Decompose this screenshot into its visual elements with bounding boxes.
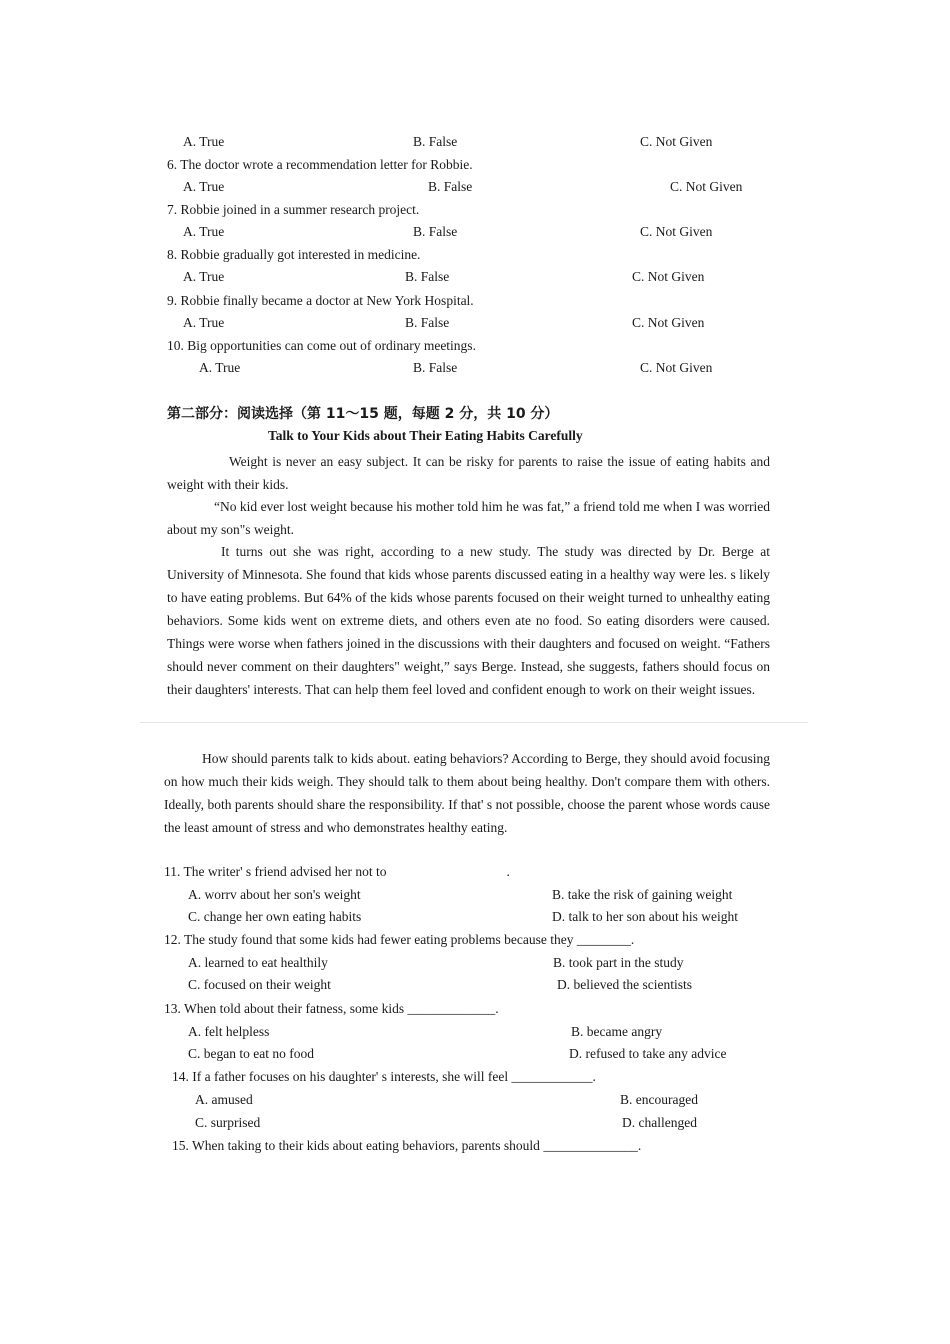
page-divider bbox=[140, 722, 808, 723]
q12-option-d: D. believed the scientists bbox=[557, 977, 692, 992]
q9-stem: 9. Robbie finally became a doctor at New York Hospital. bbox=[167, 293, 474, 308]
q9-option-a: A. True bbox=[183, 315, 225, 330]
q13-stem bbox=[164, 1000, 499, 1018]
q14-option-c: C. surprised bbox=[195, 1115, 261, 1130]
q5-option-c: C. Not Given bbox=[640, 134, 713, 149]
q13-blank: _____________. bbox=[407, 1001, 499, 1016]
q14-stem bbox=[172, 1068, 596, 1086]
q11-option-c: C. change her own eating habits bbox=[188, 909, 362, 924]
q15-blank: ______________. bbox=[543, 1138, 642, 1153]
passage-paragraph-1: Weight is never an easy subject. It can be risky for parents to raise the issue of eating habits and weight with their kids. bbox=[167, 454, 770, 492]
q12-blank: ________. bbox=[576, 932, 635, 947]
q12-option-a: A. learned to eat healthily bbox=[188, 955, 328, 970]
q15-stem bbox=[172, 1137, 641, 1155]
q5-option-a: A. True bbox=[183, 134, 225, 149]
q11-stem bbox=[164, 863, 510, 881]
passage-paragraph-3: It turns out she was right, according to a new study. The study was directed by Dr. Berge at University of Minnesota. She found that kids whose parents discussed eating in a healthy way were les. s likely to have eating problems. But 64% of the kids whose parents focused on their weight turned to unhealthy eating behaviors. Some kids went on extreme diets, and others even ate no food. So eating disorders were caused. Things were worse when fathers joined in the discussions with their daughters and focused on weight. “Fathers should never comment on their daughters" weight,” says Berge. Instead, she suggests, fathers should focus on their daughters' interests. That can help them feel loved and confident enough to work on their weight issues. bbox=[167, 544, 770, 697]
q12-stem-text: 12. The study found that some kids had fewer eating problems because they bbox=[164, 932, 574, 947]
q12-stem bbox=[164, 931, 634, 949]
q11-option-d: D. talk to her son about his weight bbox=[552, 909, 738, 924]
q5-option-b: B. False bbox=[413, 134, 458, 149]
q8-option-a: A. True bbox=[183, 269, 225, 284]
q10-stem: 10. Big opportunities can come out of ordinary meetings. bbox=[167, 338, 476, 353]
section-heading: 第二部分：阅读选择（第 11～15 题，每题 2 分，共 10 分） bbox=[167, 406, 559, 422]
q13-option-d: D. refused to take any advice bbox=[569, 1046, 727, 1061]
q13-option-b: B. became angry bbox=[571, 1024, 663, 1039]
q9-option-b: B. False bbox=[405, 315, 450, 330]
passage-paragraph-4: How should parents talk to kids about. eating behaviors? According to Berge, they should avoid focusing on how much their kids weigh. They should talk to them about being healthy. Don't compare them with others. Ideally, both parents should share the responsibility. If that' s not possible, choose the parent whose words cause the least amount of stress and who demonstrates healthy eating. bbox=[164, 751, 770, 835]
passage-paragraph-2: “No kid ever lost weight because his mother told him he was fat,” a friend told me when I was worried about my son"s weight. bbox=[167, 499, 770, 537]
q7-option-a: A. True bbox=[183, 224, 225, 239]
q14-stem-text: 14. If a father focuses on his daughter' s interests, she will feel bbox=[172, 1069, 509, 1084]
q8-option-c: C. Not Given bbox=[632, 269, 705, 284]
q6-option-a: A. True bbox=[183, 179, 225, 194]
q13-option-a: A. felt helpless bbox=[188, 1024, 270, 1039]
q11-option-b: B. take the risk of gaining weight bbox=[552, 887, 733, 902]
q6-option-b: B. False bbox=[428, 179, 473, 194]
q11-blank: . bbox=[506, 864, 510, 879]
q7-stem: 7. Robbie joined in a summer research project. bbox=[167, 202, 420, 217]
q11-stem-text: 11. The writer' s friend advised her not to bbox=[164, 864, 387, 879]
q14-blank: ____________. bbox=[511, 1069, 596, 1084]
q12-option-c: C. focused on their weight bbox=[188, 977, 331, 992]
q14-option-d: D. challenged bbox=[622, 1115, 697, 1130]
q7-option-b: B. False bbox=[413, 224, 458, 239]
q14-option-b: B. encouraged bbox=[620, 1092, 698, 1107]
q10-option-b: B. False bbox=[413, 360, 458, 375]
q6-stem: 6. The doctor wrote a recommendation letter for Robbie. bbox=[167, 157, 473, 172]
q14-option-a: A. amused bbox=[195, 1092, 253, 1107]
q8-stem: 8. Robbie gradually got interested in medicine. bbox=[167, 247, 421, 262]
q6-option-c: C. Not Given bbox=[670, 179, 743, 194]
q7-option-c: C. Not Given bbox=[640, 224, 713, 239]
q15-stem-text: 15. When taking to their kids about eating behaviors, parents should bbox=[172, 1138, 540, 1153]
passage-title: Talk to Your Kids about Their Eating Habits Carefully bbox=[268, 428, 583, 443]
q8-option-b: B. False bbox=[405, 269, 450, 284]
q10-option-a: A. True bbox=[199, 360, 241, 375]
q9-option-c: C. Not Given bbox=[632, 315, 705, 330]
q13-option-c: C. began to eat no food bbox=[188, 1046, 314, 1061]
q13-stem-text: 13. When told about their fatness, some kids bbox=[164, 1001, 405, 1016]
q12-option-b: B. took part in the study bbox=[553, 955, 684, 970]
q10-option-c: C. Not Given bbox=[640, 360, 713, 375]
q11-option-a: A. worrv about her son's weight bbox=[188, 887, 361, 902]
